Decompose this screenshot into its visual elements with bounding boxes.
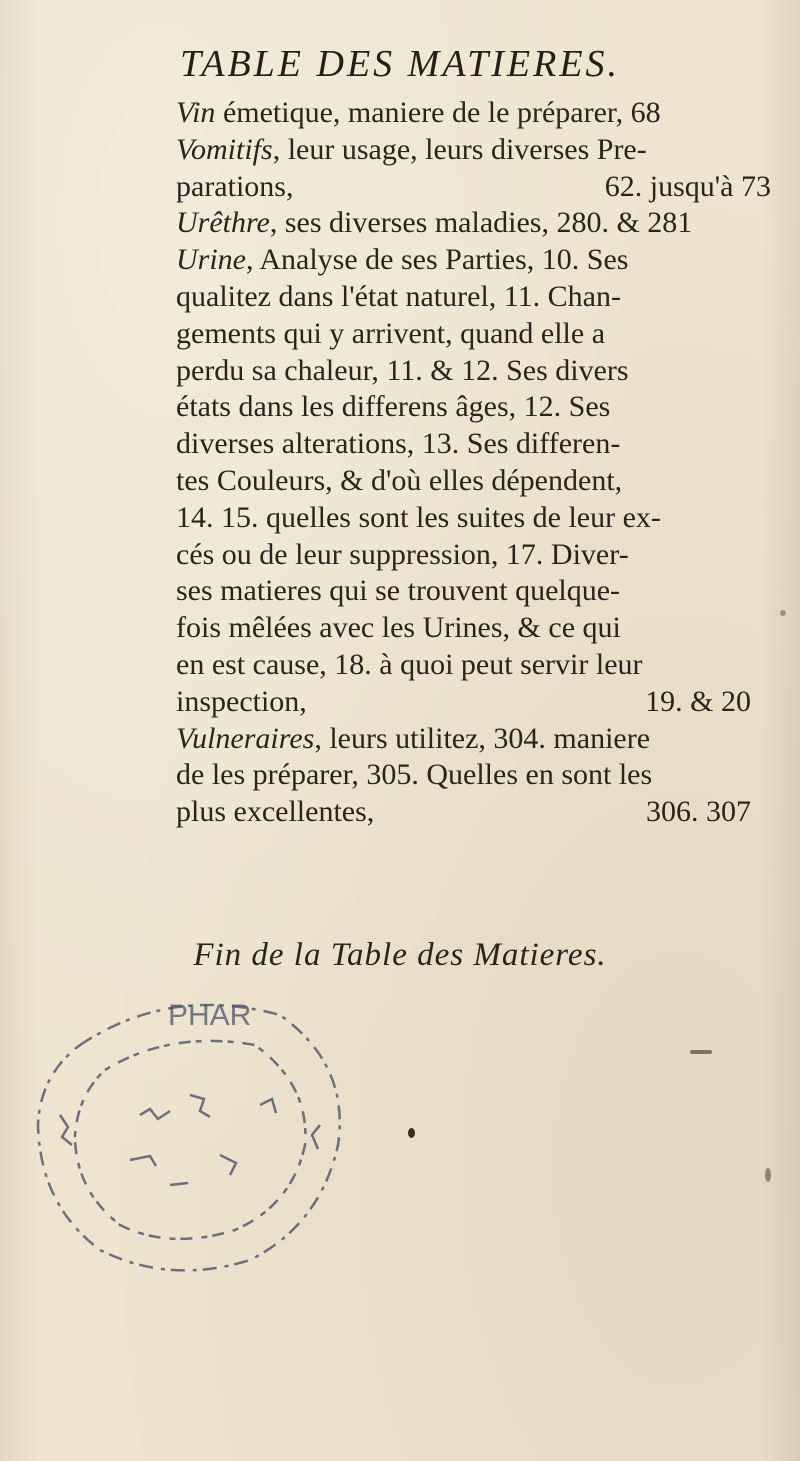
entry-text: diverses alterations, 13. Ses differen- — [176, 427, 621, 461]
ink-speck — [765, 1168, 771, 1182]
entry-text: 14. 15. quelles sont les suites de leur ex- — [176, 500, 661, 534]
entry-text: qualitez dans l'état naturel, 11. Chan- — [176, 279, 621, 313]
entry-text: parations, — [176, 169, 294, 203]
index-entry-vin — [176, 95, 791, 132]
entry-text: tes Couleurs, & d'où elles dépendent, — [176, 463, 623, 497]
entry-text: , ses diverses maladies, 280. & 281 — [269, 206, 693, 240]
entry-text: , Analyse de ses Parties, 10. Ses — [246, 243, 629, 277]
entry-text: fois mêlées avec les Urines, & ce qui — [176, 611, 621, 645]
index-entry-urine — [176, 242, 791, 720]
ink-speck — [690, 1050, 712, 1054]
entry-text: inspection, — [176, 684, 307, 718]
page-reference: 62. jusqu'à 73 — [604, 169, 771, 203]
page-reference: 306. 307 — [646, 795, 751, 829]
page-reference: 19. & 20 — [645, 684, 751, 718]
index-entry-vomitifs — [176, 132, 791, 206]
entry-last-line — [176, 169, 791, 206]
page-header: TABLE DES MATIERES. — [179, 43, 621, 85]
entry-last-line — [176, 684, 791, 721]
entry-text: , leur usage, leurs diverses Pre- — [272, 132, 647, 166]
stamp-text: PHAR — [168, 999, 252, 1032]
entry-last-line — [176, 794, 791, 831]
entry-text: perdu sa chaleur, 11. & 12. Ses divers — [176, 353, 629, 387]
ink-speck — [408, 1128, 415, 1138]
entry-text: cés ou de leur suppression, 17. Diver- — [176, 537, 629, 571]
entry-text: gements qui y arrivent, quand elle a — [176, 316, 606, 350]
entry-head: Vulneraires — [176, 721, 315, 755]
entry-head: Vomitifs — [176, 132, 273, 166]
entry-text: en est cause, 18. à quoi peut servir leur — [176, 647, 643, 681]
entry-text: ses matieres qui se trouvent quelque- — [176, 574, 621, 608]
entry-head: Vin — [176, 96, 216, 129]
index-entry-urethre — [176, 205, 791, 242]
library-stamp-icon — [20, 975, 365, 1285]
index-entries — [176, 95, 791, 831]
entry-text: de les préparer, 305. Quelles en sont les — [176, 758, 653, 792]
entry-head: Urêthre — [176, 206, 270, 240]
ink-speck — [780, 610, 786, 616]
entry-text: , leurs utilitez, 304. maniere — [314, 721, 651, 755]
entry-text: émetique, maniere de le préparer, 68 — [222, 96, 661, 129]
index-entry-vulneraires — [176, 721, 791, 831]
colophon: Fin de la Table des Matieres. — [193, 937, 607, 973]
entry-text: plus excellentes, — [176, 795, 375, 829]
entry-head: Urine — [176, 243, 246, 277]
entry-text: états dans les differens âges, 12. Ses — [176, 390, 611, 424]
